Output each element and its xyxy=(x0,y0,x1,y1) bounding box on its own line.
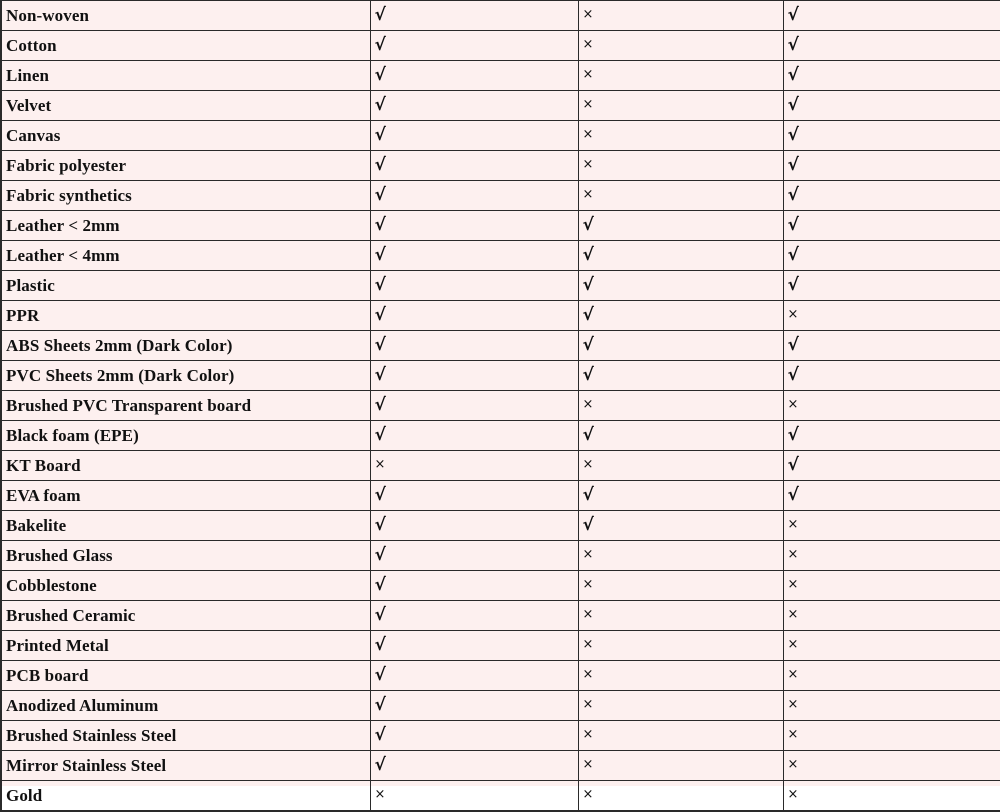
material-name-cell: Cobblestone xyxy=(1,571,370,601)
compat-cell xyxy=(783,61,1000,91)
cross-mark-icon: × xyxy=(374,787,386,802)
compat-cell xyxy=(370,31,578,61)
material-name-cell: Anodized Aluminum xyxy=(1,691,370,721)
compat-cell xyxy=(370,331,578,361)
check-mark-icon: √ xyxy=(374,755,386,775)
compat-cell xyxy=(783,271,1000,301)
material-name-cell: Fabric synthetics xyxy=(1,181,370,211)
compat-cell xyxy=(783,91,1000,121)
compat-cell xyxy=(578,751,783,781)
check-mark-icon: √ xyxy=(374,5,386,25)
check-mark-icon: √ xyxy=(582,425,594,445)
compat-cell xyxy=(578,361,783,391)
check-mark-icon: √ xyxy=(374,305,386,325)
compat-cell xyxy=(578,781,783,812)
table-row xyxy=(1,301,1000,331)
compat-cell xyxy=(783,211,1000,241)
table-row xyxy=(1,571,1000,601)
check-mark-icon: √ xyxy=(787,455,799,475)
compat-cell xyxy=(370,571,578,601)
compat-cell xyxy=(578,631,783,661)
table-row xyxy=(1,121,1000,151)
compat-cell xyxy=(578,211,783,241)
cross-mark-icon: × xyxy=(787,757,799,772)
table-row xyxy=(1,271,1000,301)
check-mark-icon: √ xyxy=(374,245,386,265)
compat-cell xyxy=(578,121,783,151)
check-mark-icon: √ xyxy=(582,215,594,235)
cross-mark-icon: × xyxy=(374,457,386,472)
table-row xyxy=(1,181,1000,211)
check-mark-icon: √ xyxy=(374,125,386,145)
check-mark-icon: √ xyxy=(374,365,386,385)
table-row xyxy=(1,211,1000,241)
compat-cell xyxy=(578,1,783,31)
table-row xyxy=(1,661,1000,691)
compat-cell xyxy=(783,631,1000,661)
compat-cell xyxy=(370,781,578,812)
compat-cell xyxy=(578,691,783,721)
cross-mark-icon: × xyxy=(582,607,594,622)
cross-mark-icon: × xyxy=(582,757,594,772)
compat-cell xyxy=(370,181,578,211)
check-mark-icon: √ xyxy=(787,35,799,55)
check-mark-icon: √ xyxy=(374,695,386,715)
compat-cell xyxy=(370,391,578,421)
table-row xyxy=(1,781,1000,812)
compat-cell xyxy=(578,331,783,361)
cross-mark-icon: × xyxy=(582,67,594,82)
compat-cell xyxy=(370,631,578,661)
compat-cell xyxy=(783,481,1000,511)
check-mark-icon: √ xyxy=(787,275,799,295)
table-body xyxy=(1,1,1000,812)
table-row xyxy=(1,601,1000,631)
material-name-cell: Leather < 4mm xyxy=(1,241,370,271)
table-row xyxy=(1,691,1000,721)
table-row xyxy=(1,721,1000,751)
check-mark-icon: √ xyxy=(374,485,386,505)
material-name-cell: Cotton xyxy=(1,31,370,61)
compat-cell xyxy=(578,91,783,121)
cross-mark-icon: × xyxy=(787,547,799,562)
check-mark-icon: √ xyxy=(787,5,799,25)
compat-cell xyxy=(783,511,1000,541)
compat-cell xyxy=(370,661,578,691)
compat-cell xyxy=(370,481,578,511)
check-mark-icon: √ xyxy=(582,515,594,535)
compat-cell xyxy=(783,1,1000,31)
compat-cell xyxy=(370,721,578,751)
table-row xyxy=(1,91,1000,121)
compat-cell xyxy=(578,31,783,61)
compat-cell xyxy=(370,691,578,721)
compat-cell xyxy=(783,421,1000,451)
compat-cell xyxy=(370,61,578,91)
compat-cell xyxy=(783,721,1000,751)
table-row xyxy=(1,361,1000,391)
cross-mark-icon: × xyxy=(582,577,594,592)
compat-cell xyxy=(578,181,783,211)
compat-cell xyxy=(578,661,783,691)
material-name-cell: Fabric polyester xyxy=(1,151,370,181)
cross-mark-icon: × xyxy=(787,397,799,412)
table-row xyxy=(1,241,1000,271)
cross-mark-icon: × xyxy=(582,637,594,652)
compat-cell xyxy=(370,451,578,481)
check-mark-icon: √ xyxy=(374,275,386,295)
check-mark-icon: √ xyxy=(374,545,386,565)
compat-cell xyxy=(578,421,783,451)
compat-cell xyxy=(370,211,578,241)
cross-mark-icon: × xyxy=(582,697,594,712)
check-mark-icon: √ xyxy=(374,605,386,625)
cross-mark-icon: × xyxy=(582,787,594,802)
material-name-cell: Velvet xyxy=(1,91,370,121)
table-row xyxy=(1,751,1000,781)
check-mark-icon: √ xyxy=(374,515,386,535)
check-mark-icon: √ xyxy=(374,35,386,55)
compat-cell xyxy=(578,481,783,511)
compat-cell xyxy=(578,241,783,271)
material-name-cell: PVC Sheets 2mm (Dark Color) xyxy=(1,361,370,391)
compat-cell xyxy=(783,661,1000,691)
check-mark-icon: √ xyxy=(787,125,799,145)
material-name-cell: Canvas xyxy=(1,121,370,151)
cross-mark-icon: × xyxy=(787,517,799,532)
table-row xyxy=(1,511,1000,541)
material-name-cell: Gold xyxy=(1,781,370,812)
material-name-cell: Plastic xyxy=(1,271,370,301)
compat-cell xyxy=(783,691,1000,721)
material-name-cell: Linen xyxy=(1,61,370,91)
compat-cell xyxy=(370,511,578,541)
compat-cell xyxy=(370,91,578,121)
material-name-cell: EVA foam xyxy=(1,481,370,511)
compat-cell xyxy=(783,451,1000,481)
check-mark-icon: √ xyxy=(787,215,799,235)
table-row xyxy=(1,421,1000,451)
table-row xyxy=(1,31,1000,61)
compat-cell xyxy=(783,751,1000,781)
cross-mark-icon: × xyxy=(787,607,799,622)
check-mark-icon: √ xyxy=(374,185,386,205)
compat-cell xyxy=(370,1,578,31)
compat-cell xyxy=(578,601,783,631)
table-row xyxy=(1,61,1000,91)
cross-mark-icon: × xyxy=(582,37,594,52)
compat-cell xyxy=(370,751,578,781)
check-mark-icon: √ xyxy=(787,95,799,115)
compat-cell xyxy=(578,541,783,571)
compat-cell xyxy=(783,151,1000,181)
cross-mark-icon: × xyxy=(582,457,594,472)
table-row xyxy=(1,391,1000,421)
material-name-cell: Brushed Stainless Steel xyxy=(1,721,370,751)
check-mark-icon: √ xyxy=(374,725,386,745)
check-mark-icon: √ xyxy=(374,425,386,445)
check-mark-icon: √ xyxy=(787,485,799,505)
compat-cell xyxy=(370,151,578,181)
check-mark-icon: √ xyxy=(582,275,594,295)
compat-cell xyxy=(578,451,783,481)
compat-cell xyxy=(783,361,1000,391)
compat-cell xyxy=(578,151,783,181)
material-name-cell: Bakelite xyxy=(1,511,370,541)
table-row xyxy=(1,151,1000,181)
table-row xyxy=(1,541,1000,571)
compat-cell xyxy=(578,301,783,331)
compat-cell xyxy=(783,781,1000,812)
material-name-cell: Mirror Stainless Steel xyxy=(1,751,370,781)
compat-cell xyxy=(783,181,1000,211)
material-name-cell: Leather < 2mm xyxy=(1,211,370,241)
compat-cell xyxy=(578,721,783,751)
material-name-cell: ABS Sheets 2mm (Dark Color) xyxy=(1,331,370,361)
compat-cell xyxy=(783,241,1000,271)
cross-mark-icon: × xyxy=(582,97,594,112)
cross-mark-icon: × xyxy=(582,157,594,172)
compat-cell xyxy=(783,121,1000,151)
check-mark-icon: √ xyxy=(374,215,386,235)
check-mark-icon: √ xyxy=(787,245,799,265)
compat-cell xyxy=(578,61,783,91)
check-mark-icon: √ xyxy=(787,425,799,445)
compat-cell xyxy=(578,271,783,301)
material-name-cell: Brushed Glass xyxy=(1,541,370,571)
check-mark-icon: √ xyxy=(374,665,386,685)
compat-cell xyxy=(370,541,578,571)
table-row xyxy=(1,631,1000,661)
compat-cell xyxy=(370,271,578,301)
cross-mark-icon: × xyxy=(787,637,799,652)
compat-cell xyxy=(370,601,578,631)
check-mark-icon: √ xyxy=(374,575,386,595)
compat-cell xyxy=(783,601,1000,631)
check-mark-icon: √ xyxy=(582,485,594,505)
check-mark-icon: √ xyxy=(787,65,799,85)
check-mark-icon: √ xyxy=(582,305,594,325)
check-mark-icon: √ xyxy=(787,335,799,355)
check-mark-icon: √ xyxy=(582,365,594,385)
compat-cell xyxy=(578,511,783,541)
check-mark-icon: √ xyxy=(787,365,799,385)
material-name-cell: Brushed Ceramic xyxy=(1,601,370,631)
cross-mark-icon: × xyxy=(582,727,594,742)
check-mark-icon: √ xyxy=(374,65,386,85)
check-mark-icon: √ xyxy=(787,185,799,205)
compat-cell xyxy=(370,241,578,271)
table-row xyxy=(1,331,1000,361)
cross-mark-icon: × xyxy=(787,697,799,712)
material-name-cell: Brushed PVC Transparent board xyxy=(1,391,370,421)
material-name-cell: PCB board xyxy=(1,661,370,691)
compat-cell xyxy=(578,571,783,601)
cross-mark-icon: × xyxy=(582,7,594,22)
material-name-cell: Non-woven xyxy=(1,1,370,31)
material-name-cell: KT Board xyxy=(1,451,370,481)
material-name-cell: PPR xyxy=(1,301,370,331)
material-name-cell: Black foam (EPE) xyxy=(1,421,370,451)
compat-cell xyxy=(370,421,578,451)
compat-cell xyxy=(370,361,578,391)
cross-mark-icon: × xyxy=(582,127,594,142)
cross-mark-icon: × xyxy=(582,667,594,682)
compat-cell xyxy=(783,571,1000,601)
cross-mark-icon: × xyxy=(787,577,799,592)
check-mark-icon: √ xyxy=(374,155,386,175)
check-mark-icon: √ xyxy=(787,155,799,175)
table-row xyxy=(1,1,1000,31)
check-mark-icon: √ xyxy=(582,335,594,355)
compat-cell xyxy=(783,541,1000,571)
compat-cell xyxy=(783,31,1000,61)
cross-mark-icon: × xyxy=(582,187,594,202)
table-row xyxy=(1,451,1000,481)
compat-cell xyxy=(783,331,1000,361)
compat-cell xyxy=(370,301,578,331)
cross-mark-icon: × xyxy=(787,307,799,322)
compat-cell xyxy=(783,301,1000,331)
check-mark-icon: √ xyxy=(374,635,386,655)
check-mark-icon: √ xyxy=(374,395,386,415)
cross-mark-icon: × xyxy=(787,787,799,802)
cross-mark-icon: × xyxy=(582,397,594,412)
compat-cell xyxy=(783,391,1000,421)
cross-mark-icon: × xyxy=(582,547,594,562)
compat-cell xyxy=(578,391,783,421)
compat-cell xyxy=(370,121,578,151)
check-mark-icon: √ xyxy=(374,95,386,115)
material-name-cell: Printed Metal xyxy=(1,631,370,661)
cross-mark-icon: × xyxy=(787,727,799,742)
check-mark-icon: √ xyxy=(582,245,594,265)
check-mark-icon: √ xyxy=(374,335,386,355)
table-row xyxy=(1,481,1000,511)
cross-mark-icon: × xyxy=(787,667,799,682)
